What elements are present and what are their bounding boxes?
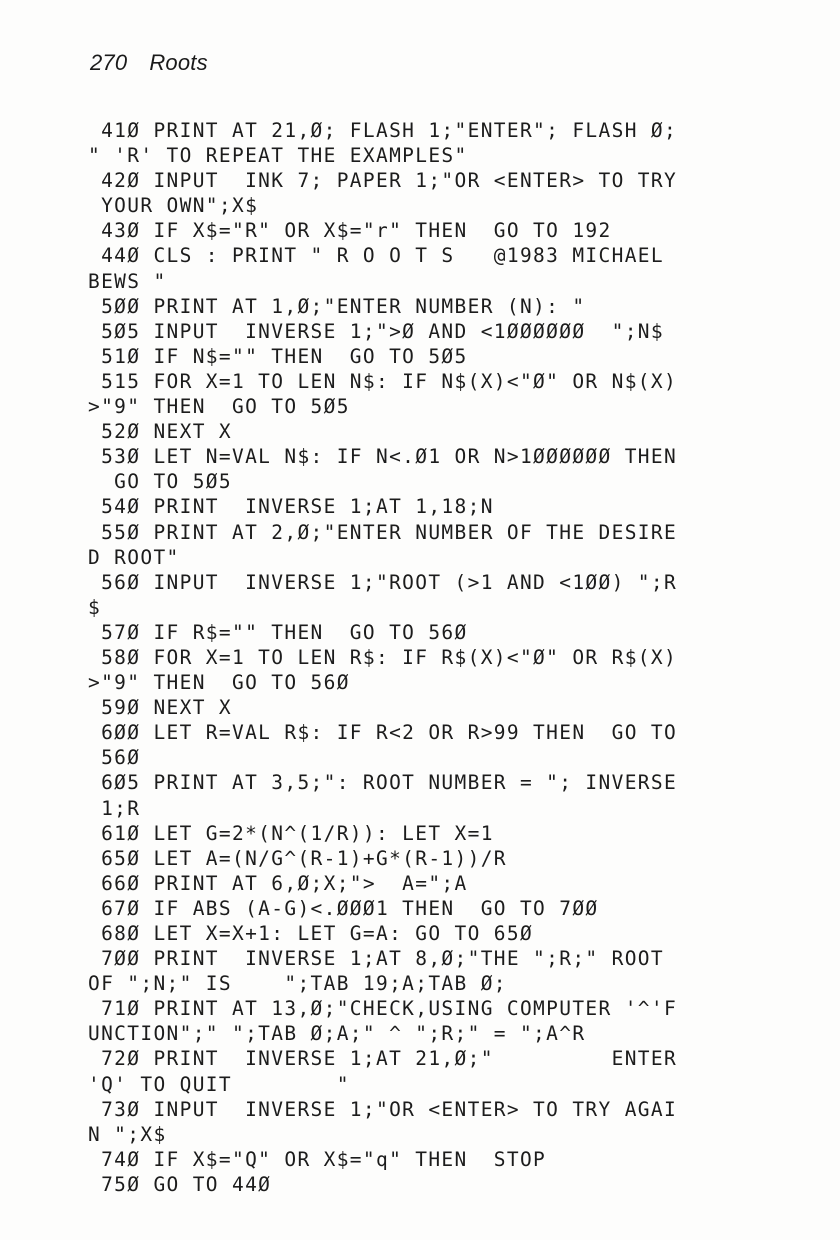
code-line: N ";X$ bbox=[88, 1122, 167, 1146]
page-number: 270 bbox=[90, 50, 128, 75]
code-line: 'Q' TO QUIT " bbox=[88, 1072, 350, 1096]
code-line: 7ØØ PRINT INVERSE 1;AT 8,Ø;"THE ";R;" ROOT bbox=[88, 947, 664, 971]
code-line: 54Ø PRINT INVERSE 1;AT 1,18;N bbox=[88, 495, 494, 519]
code-line: UNCTION";" ";TAB Ø;A;" ^ ";R;" = ";A^R bbox=[88, 1022, 586, 1046]
code-line: 515 FOR X=1 TO LEN N$: IF N$(X)<"Ø" OR N$(X) bbox=[88, 369, 678, 393]
code-line: 5Ø5 INPUT INVERSE 1;">Ø AND <1ØØØØØØ ";N$ bbox=[88, 319, 664, 343]
code-line: 52Ø NEXT X bbox=[88, 420, 232, 444]
code-line: 43Ø IF X$="R" OR X$="r" THEN GO TO 192 bbox=[88, 219, 612, 243]
code-line: 53Ø LET N=VAL N$: IF N<.Ø1 OR N>1ØØØØØØ THEN bbox=[88, 445, 678, 469]
code-line: 74Ø IF X$="Q" OR X$="q" THEN STOP bbox=[88, 1147, 547, 1171]
code-line: 1;R bbox=[88, 796, 141, 820]
code-line: $ bbox=[88, 595, 102, 619]
chapter-title: Roots bbox=[149, 50, 208, 75]
code-line: 41Ø PRINT AT 21,Ø; FLASH 1;"ENTER"; FLASH Ø; bbox=[88, 119, 678, 142]
code-line: >"9" THEN GO TO 56Ø bbox=[88, 671, 350, 695]
code-line: 71Ø PRINT AT 13,Ø;"CHECK,USING COMPUTER '^'F bbox=[88, 997, 678, 1021]
code-line: GO TO 5Ø5 bbox=[88, 470, 232, 494]
code-line: 67Ø IF ABS (A-G)<.ØØØ1 THEN GO TO 7ØØ bbox=[88, 896, 599, 920]
running-head bbox=[90, 50, 208, 76]
code-line: 51Ø IF N$="" THEN GO TO 5Ø5 bbox=[88, 344, 468, 368]
code-line: 65Ø LET A=(N/G^(R-1)+G*(R-1))/R bbox=[88, 846, 507, 870]
code-line: 6ØØ LET R=VAL R$: IF R<2 OR R>99 THEN GO TO bbox=[88, 721, 678, 745]
basic-program-listing bbox=[88, 118, 768, 1197]
code-line: 5ØØ PRINT AT 1,Ø;"ENTER NUMBER (N): " bbox=[88, 294, 586, 318]
code-line: YOUR OWN";X$ bbox=[88, 194, 259, 218]
code-line: 6Ø5 PRINT AT 3,5;": ROOT NUMBER = "; INVERSE bbox=[88, 771, 678, 795]
code-line: 72Ø PRINT INVERSE 1;AT 21,Ø;" ENTER bbox=[88, 1047, 678, 1071]
code-line: " 'R' TO REPEAT THE EXAMPLES" bbox=[88, 144, 468, 168]
code-line: 56Ø INPUT INVERSE 1;"ROOT (>1 AND <1ØØ) ";R bbox=[88, 570, 678, 594]
code-line: 58Ø FOR X=1 TO LEN R$: IF R$(X)<"Ø" OR R$(X) bbox=[88, 645, 678, 669]
code-line: 75Ø GO TO 44Ø bbox=[88, 1172, 272, 1196]
code-line: 44Ø CLS : PRINT " R O O T S @1983 MICHAEL bbox=[88, 244, 664, 268]
code-line: >"9" THEN GO TO 5Ø5 bbox=[88, 395, 350, 419]
code-line: 56Ø bbox=[88, 746, 141, 770]
code-line: 68Ø LET X=X+1: LET G=A: GO TO 65Ø bbox=[88, 922, 534, 945]
code-line: BEWS " bbox=[88, 269, 167, 293]
code-line: 55Ø PRINT AT 2,Ø;"ENTER NUMBER OF THE DESIRE bbox=[88, 520, 678, 544]
code-line: 59Ø NEXT X bbox=[88, 696, 232, 720]
code-line: OF ";N;" IS ";TAB 19;A;TAB Ø; bbox=[88, 972, 507, 996]
code-line: 73Ø INPUT INVERSE 1;"OR <ENTER> TO TRY AGAI bbox=[88, 1097, 678, 1121]
code-line: 42Ø INPUT INK 7; PAPER 1;"OR <ENTER> TO TRY bbox=[88, 169, 678, 193]
code-line: 57Ø IF R$="" THEN GO TO 56Ø bbox=[88, 620, 468, 644]
code-line: 66Ø PRINT AT 6,Ø;X;"> A=";A bbox=[88, 871, 468, 895]
code-line: D ROOT" bbox=[88, 545, 180, 569]
code-line: 61Ø LET G=2*(N^(1/R)): LET X=1 bbox=[88, 821, 494, 845]
